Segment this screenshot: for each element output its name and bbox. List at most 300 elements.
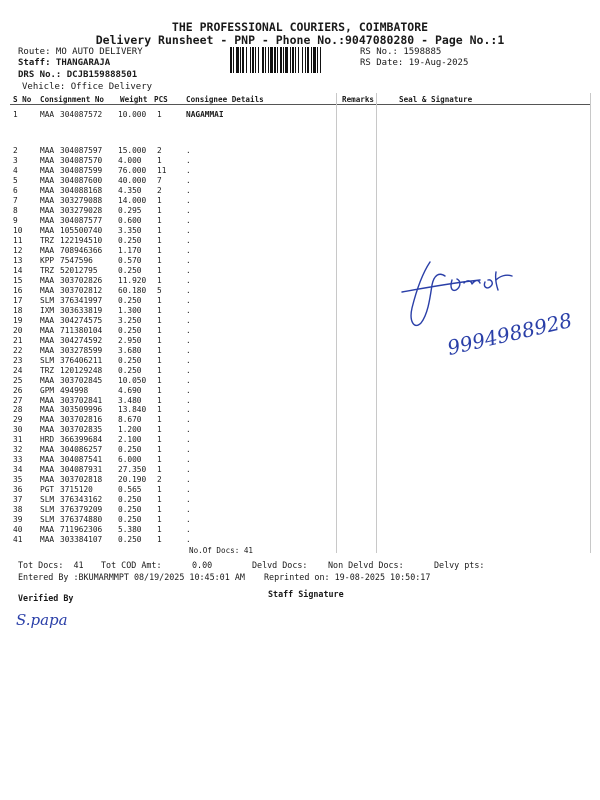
verified-by-signature: S.papa bbox=[16, 611, 68, 629]
row-consignment-no: 303278599 bbox=[60, 345, 103, 355]
row-pcs: 1 bbox=[157, 465, 162, 475]
row-prefix: MAA bbox=[40, 275, 55, 285]
row-pcs: 1 bbox=[157, 445, 162, 455]
row-pcs: 1 bbox=[157, 155, 162, 165]
row-prefix: MAA bbox=[40, 375, 55, 385]
row-prefix: MAA bbox=[40, 175, 55, 185]
row-prefix: MAA bbox=[40, 535, 55, 545]
row-consignment-no: 303633819 bbox=[60, 305, 103, 315]
row-weight: 0.250 bbox=[118, 495, 142, 505]
row-consignee: . bbox=[186, 335, 191, 345]
row-sno: 36 bbox=[13, 485, 23, 495]
barcode-bar bbox=[298, 47, 299, 73]
row-pcs: 1 bbox=[157, 345, 162, 355]
row-consignment-no: 711380104 bbox=[60, 325, 103, 335]
row-prefix: GPM bbox=[40, 385, 55, 395]
row-pcs: 1 bbox=[157, 495, 162, 505]
col-header-remarks: Remarks bbox=[342, 95, 375, 104]
row-weight: 1.200 bbox=[118, 425, 142, 435]
row-consignment-no: 303702812 bbox=[60, 285, 103, 295]
row-weight: 0.250 bbox=[118, 535, 142, 545]
row-prefix: PGT bbox=[40, 485, 55, 495]
row-weight: 4.690 bbox=[118, 385, 142, 395]
row-pcs: 1 bbox=[157, 195, 162, 205]
row-consignment-no: 7547596 bbox=[60, 255, 93, 265]
row-weight: 60.180 bbox=[118, 285, 147, 295]
row-pcs: 1 bbox=[157, 375, 162, 385]
route-label: Route: MO AUTO DELIVERY bbox=[18, 47, 143, 57]
row-consignment-no: 708946366 bbox=[60, 245, 103, 255]
row-sno: 33 bbox=[13, 455, 23, 465]
row-consignment-no: 303702818 bbox=[60, 475, 103, 485]
row-sno: 2 bbox=[13, 146, 18, 155]
row-prefix: SLM bbox=[40, 355, 55, 365]
row-prefix: MAA bbox=[40, 146, 55, 155]
row-prefix: TRZ bbox=[40, 365, 55, 375]
row-consignment-no: 304086257 bbox=[60, 445, 103, 455]
row-consignment-no: 376374880 bbox=[60, 515, 103, 525]
row-consignment-no: 52012795 bbox=[60, 265, 98, 275]
row-consignment-no: 304087600 bbox=[60, 175, 103, 185]
barcode-bar bbox=[313, 47, 316, 73]
col-header-consignee: Consignee Details bbox=[186, 95, 264, 104]
row-weight: 0.250 bbox=[118, 355, 142, 365]
row-weight: 0.250 bbox=[118, 235, 142, 245]
row-consignee: . bbox=[186, 146, 191, 155]
row-weight: 3.350 bbox=[118, 225, 142, 235]
barcode-bar bbox=[290, 47, 291, 73]
row-consignment-no: 304087597 bbox=[60, 146, 103, 155]
barcode-bar bbox=[268, 47, 269, 73]
row-sno: 29 bbox=[13, 415, 23, 425]
row-sno: 12 bbox=[13, 245, 23, 255]
barcode-bar bbox=[252, 47, 254, 73]
row-consignment-no: 304087572 bbox=[60, 110, 103, 119]
row-consignment-no: 105500740 bbox=[60, 225, 103, 235]
row-sno: 37 bbox=[13, 495, 23, 505]
row-prefix: MAA bbox=[40, 415, 55, 425]
row-weight: 0.250 bbox=[118, 365, 142, 375]
row-pcs: 1 bbox=[157, 365, 162, 375]
row-prefix: MAA bbox=[40, 465, 55, 475]
row-prefix: MAA bbox=[40, 475, 55, 485]
row-prefix: MAA bbox=[40, 155, 55, 165]
row-sno: 27 bbox=[13, 395, 23, 405]
row-consignee: . bbox=[186, 235, 191, 245]
row-consignment-no: 304274575 bbox=[60, 315, 103, 325]
row-sno: 17 bbox=[13, 295, 23, 305]
barcode-bar bbox=[311, 47, 312, 73]
staff-label: Staff: THANGARAJA bbox=[18, 58, 111, 68]
vehicle-label: Vehicle: Office Delivery bbox=[22, 82, 153, 92]
row-consignee: . bbox=[186, 525, 191, 535]
row-consignee: . bbox=[186, 405, 191, 415]
row-pcs: 11 bbox=[157, 165, 167, 175]
company-title: THE PROFESSIONAL COURIERS, COIMBATORE bbox=[171, 20, 429, 34]
row-consignee: . bbox=[186, 345, 191, 355]
row-weight: 10.050 bbox=[118, 375, 147, 385]
barcode-bar bbox=[280, 47, 282, 73]
barcode-bar bbox=[307, 47, 309, 73]
col-header-sno: S No bbox=[13, 95, 32, 104]
row-weight: 6.000 bbox=[118, 455, 142, 465]
row-consignment-no: 120129248 bbox=[60, 365, 103, 375]
row-consignee: . bbox=[186, 205, 191, 215]
row-sno: 24 bbox=[13, 365, 23, 375]
row-weight: 4.350 bbox=[118, 185, 142, 195]
row-sno: 25 bbox=[13, 375, 23, 385]
row-pcs: 1 bbox=[157, 305, 162, 315]
row-consignment-no: 304088168 bbox=[60, 185, 103, 195]
row-sno: 32 bbox=[13, 445, 23, 455]
barcode-bar bbox=[255, 47, 256, 73]
row-prefix: MAA bbox=[40, 205, 55, 215]
row-weight: 0.250 bbox=[118, 295, 142, 305]
row-consignment-no: 303509996 bbox=[60, 405, 103, 415]
column-divider-remarks bbox=[336, 93, 337, 553]
row-pcs: 1 bbox=[157, 235, 162, 245]
total-docs: Tot Docs: 41 bbox=[18, 560, 84, 570]
row-sno: 1 bbox=[13, 110, 18, 119]
row-weight: 0.295 bbox=[118, 205, 142, 215]
col-header-seal: Seal & Signature bbox=[399, 95, 473, 104]
row-consignment-no: 303702845 bbox=[60, 375, 103, 385]
row-weight: 0.250 bbox=[118, 445, 142, 455]
row-sno: 6 bbox=[13, 185, 18, 195]
row-consignment-no: 304087541 bbox=[60, 455, 103, 465]
row-consignment-no: 304087570 bbox=[60, 155, 103, 165]
row-sno: 4 bbox=[13, 165, 18, 175]
handwritten-phone-number: 9994988928 bbox=[444, 307, 575, 361]
row-pcs: 1 bbox=[157, 515, 162, 525]
barcode-bar bbox=[302, 47, 303, 73]
row-sno: 3 bbox=[13, 155, 18, 165]
barcode-bar bbox=[258, 47, 259, 73]
row-sno: 11 bbox=[13, 235, 23, 245]
entered-by: Entered By :BKUMARMMPT 08/19/2025 10:45:01 AM bbox=[18, 572, 245, 582]
col-header-pcs: PCS bbox=[154, 95, 168, 104]
row-sno: 14 bbox=[13, 265, 23, 275]
row-consignment-no: 711962306 bbox=[60, 525, 103, 535]
row-prefix: MAA bbox=[40, 395, 55, 405]
row-consignee: . bbox=[186, 465, 191, 475]
row-sno: 20 bbox=[13, 325, 23, 335]
non-delivered-docs-label: Non Delvd Docs: bbox=[328, 560, 404, 570]
row-consignment-no: 304274592 bbox=[60, 335, 103, 345]
row-prefix: MAA bbox=[40, 455, 55, 465]
row-consignee: . bbox=[186, 445, 191, 455]
row-sno: 16 bbox=[13, 285, 23, 295]
row-consignment-no: 494998 bbox=[60, 385, 89, 395]
row-weight: 20.190 bbox=[118, 475, 147, 485]
row-consignment-no: 304087931 bbox=[60, 465, 103, 475]
barcode-bar bbox=[317, 47, 318, 73]
row-pcs: 1 bbox=[157, 255, 162, 265]
row-sno: 35 bbox=[13, 475, 23, 485]
barcode-bar bbox=[305, 47, 306, 73]
row-consignee: . bbox=[186, 265, 191, 275]
row-weight: 3.250 bbox=[118, 315, 142, 325]
row-sno: 38 bbox=[13, 505, 23, 515]
row-sno: 21 bbox=[13, 335, 23, 345]
barcode-bar bbox=[246, 47, 247, 73]
total-cod-label: Tot COD Amt: bbox=[101, 560, 162, 570]
row-consignee: . bbox=[186, 365, 191, 375]
barcode-bar bbox=[242, 47, 244, 73]
row-weight: 0.250 bbox=[118, 515, 142, 525]
row-consignment-no: 303702835 bbox=[60, 425, 103, 435]
barcode-bar bbox=[270, 47, 273, 73]
row-weight: 1.300 bbox=[118, 305, 142, 315]
row-consignee: . bbox=[186, 245, 191, 255]
row-sno: 5 bbox=[13, 175, 18, 185]
row-prefix: MAA bbox=[40, 225, 55, 235]
row-pcs: 1 bbox=[157, 425, 162, 435]
row-weight: 4.000 bbox=[118, 155, 142, 165]
row-pcs: 1 bbox=[157, 355, 162, 365]
row-weight: 15.000 bbox=[118, 146, 147, 155]
row-sno: 34 bbox=[13, 465, 23, 475]
row-pcs: 1 bbox=[157, 245, 162, 255]
row-sno: 30 bbox=[13, 425, 23, 435]
row-consignee: . bbox=[186, 195, 191, 205]
runsheet-subtitle: Delivery Runsheet - PNP - Phone No.:9047080280 - Page No.:1 bbox=[95, 33, 505, 47]
drs-number: DRS No.: DCJB159888501 bbox=[18, 70, 138, 80]
row-consignee: . bbox=[186, 305, 191, 315]
row-weight: 11.920 bbox=[118, 275, 147, 285]
barcode-bar bbox=[295, 47, 296, 73]
row-sno: 28 bbox=[13, 405, 23, 415]
row-consignee: . bbox=[186, 425, 191, 435]
row-prefix: MAA bbox=[40, 445, 55, 455]
row-prefix: MAA bbox=[40, 195, 55, 205]
row-weight: 14.000 bbox=[118, 195, 147, 205]
row-weight: 13.840 bbox=[118, 405, 147, 415]
row-consignee: . bbox=[186, 295, 191, 305]
row-weight: 0.250 bbox=[118, 325, 142, 335]
row-consignee: . bbox=[186, 475, 191, 485]
row-pcs: 1 bbox=[157, 225, 162, 235]
row-consignment-no: 122194510 bbox=[60, 235, 103, 245]
row-prefix: MAA bbox=[40, 425, 55, 435]
row-sno: 40 bbox=[13, 525, 23, 535]
row-prefix: MAA bbox=[40, 325, 55, 335]
row-prefix: KPP bbox=[40, 255, 55, 265]
rs-number: RS No.: 1598885 bbox=[360, 47, 442, 57]
row-consignee: . bbox=[186, 515, 191, 525]
row-consignee: NAGAMMAI bbox=[186, 110, 224, 119]
barcode-bar bbox=[236, 47, 239, 73]
row-consignment-no: 304087577 bbox=[60, 215, 103, 225]
row-weight: 27.350 bbox=[118, 465, 147, 475]
row-sno: 8 bbox=[13, 205, 18, 215]
row-prefix: MAA bbox=[40, 215, 55, 225]
row-weight: 40.000 bbox=[118, 175, 147, 185]
row-consignee: . bbox=[186, 535, 191, 545]
reprinted-on: Reprinted on: 19-08-2025 10:50:17 bbox=[264, 572, 431, 582]
row-prefix: IXM bbox=[40, 305, 55, 315]
barcode-bar bbox=[292, 47, 294, 73]
row-sno: 15 bbox=[13, 275, 23, 285]
row-consignment-no: 376341997 bbox=[60, 295, 103, 305]
row-consignee: . bbox=[186, 285, 191, 295]
row-sno: 10 bbox=[13, 225, 23, 235]
row-pcs: 1 bbox=[157, 405, 162, 415]
row-consignment-no: 376379209 bbox=[60, 505, 103, 515]
row-consignment-no: 304087599 bbox=[60, 165, 103, 175]
total-cod-value: 0.00 bbox=[192, 560, 213, 570]
row-prefix: MAA bbox=[40, 110, 55, 119]
row-prefix: MAA bbox=[40, 165, 55, 175]
no-of-docs: No.Of Docs: 41 bbox=[189, 546, 254, 555]
row-weight: 5.380 bbox=[118, 525, 142, 535]
table-header-divider bbox=[10, 104, 590, 105]
row-prefix: MAA bbox=[40, 185, 55, 195]
row-prefix: SLM bbox=[40, 295, 55, 305]
column-divider-seal bbox=[376, 93, 377, 553]
row-consignee: . bbox=[186, 185, 191, 195]
row-weight: 0.250 bbox=[118, 505, 142, 515]
row-pcs: 1 bbox=[157, 525, 162, 535]
delivery-points-label: Delvy pts: bbox=[434, 560, 485, 570]
row-pcs: 1 bbox=[157, 315, 162, 325]
row-weight: 0.600 bbox=[118, 215, 142, 225]
barcode-image bbox=[230, 47, 355, 73]
row-prefix: MAA bbox=[40, 285, 55, 295]
row-consignee: . bbox=[186, 175, 191, 185]
row-prefix: MAA bbox=[40, 315, 55, 325]
row-pcs: 1 bbox=[157, 505, 162, 515]
row-consignee: . bbox=[186, 355, 191, 365]
row-consignment-no: 366399684 bbox=[60, 435, 103, 445]
row-prefix: TRZ bbox=[40, 235, 55, 245]
row-consignee: . bbox=[186, 455, 191, 465]
row-consignee: . bbox=[186, 165, 191, 175]
row-consignee: . bbox=[186, 215, 191, 225]
row-sno: 41 bbox=[13, 535, 23, 545]
row-consignee: . bbox=[186, 225, 191, 235]
row-consignee: . bbox=[186, 325, 191, 335]
row-prefix: SLM bbox=[40, 505, 55, 515]
row-prefix: MAA bbox=[40, 245, 55, 255]
rs-date: RS Date: 19-Aug-2025 bbox=[360, 58, 469, 68]
row-sno: 7 bbox=[13, 195, 18, 205]
row-consignment-no: 303279028 bbox=[60, 205, 103, 215]
barcode-bar bbox=[262, 47, 264, 73]
row-pcs: 1 bbox=[157, 415, 162, 425]
row-pcs: 1 bbox=[157, 265, 162, 275]
row-weight: 1.170 bbox=[118, 245, 142, 255]
row-sno: 18 bbox=[13, 305, 23, 315]
row-consignment-no: 303702826 bbox=[60, 275, 103, 285]
row-pcs: 1 bbox=[157, 295, 162, 305]
row-weight: 10.000 bbox=[118, 110, 147, 119]
row-pcs: 5 bbox=[157, 285, 162, 295]
row-weight: 3.680 bbox=[118, 345, 142, 355]
row-pcs: 7 bbox=[157, 175, 162, 185]
row-sno: 31 bbox=[13, 435, 23, 445]
row-pcs: 1 bbox=[157, 395, 162, 405]
row-sno: 9 bbox=[13, 215, 18, 225]
barcode-bar bbox=[283, 47, 284, 73]
row-prefix: TRZ bbox=[40, 265, 55, 275]
col-header-weight: Weight bbox=[120, 95, 148, 104]
row-consignee: . bbox=[186, 155, 191, 165]
barcode-bar bbox=[285, 47, 288, 73]
row-weight: 2.950 bbox=[118, 335, 142, 345]
row-sno: 23 bbox=[13, 355, 23, 365]
barcode-bar bbox=[277, 47, 278, 73]
verified-by-label: Verified By bbox=[18, 593, 74, 603]
row-prefix: SLM bbox=[40, 515, 55, 525]
row-prefix: MAA bbox=[40, 335, 55, 345]
row-consignee: . bbox=[186, 255, 191, 265]
barcode-bar bbox=[274, 47, 276, 73]
row-prefix: MAA bbox=[40, 405, 55, 415]
barcode-bar bbox=[265, 47, 266, 73]
row-prefix: MAA bbox=[40, 525, 55, 535]
row-pcs: 1 bbox=[157, 335, 162, 345]
col-header-consignment: Consignment No bbox=[40, 95, 105, 104]
column-divider-right bbox=[590, 93, 591, 553]
row-consignee: . bbox=[186, 315, 191, 325]
row-prefix: MAA bbox=[40, 345, 55, 355]
row-prefix: HRD bbox=[40, 435, 55, 445]
row-pcs: 1 bbox=[157, 325, 162, 335]
row-weight: 0.570 bbox=[118, 255, 142, 265]
delivered-docs-label: Delvd Docs: bbox=[252, 560, 308, 570]
row-sno: 19 bbox=[13, 315, 23, 325]
row-consignee: . bbox=[186, 495, 191, 505]
row-consignee: . bbox=[186, 275, 191, 285]
row-weight: 0.250 bbox=[118, 265, 142, 275]
row-consignee: . bbox=[186, 505, 191, 515]
barcode-bar bbox=[250, 47, 251, 73]
row-pcs: 1 bbox=[157, 535, 162, 545]
row-consignment-no: 303702816 bbox=[60, 415, 103, 425]
row-sno: 26 bbox=[13, 385, 23, 395]
row-pcs: 1 bbox=[157, 385, 162, 395]
row-consignee: . bbox=[186, 485, 191, 495]
row-consignee: . bbox=[186, 385, 191, 395]
row-consignment-no: 303279088 bbox=[60, 195, 103, 205]
row-consignment-no: 303384107 bbox=[60, 535, 103, 545]
row-pcs: 1 bbox=[157, 435, 162, 445]
row-prefix: SLM bbox=[40, 495, 55, 505]
row-weight: 8.670 bbox=[118, 415, 142, 425]
row-consignment-no: 3715120 bbox=[60, 485, 93, 495]
row-consignment-no: 376406211 bbox=[60, 355, 103, 365]
barcode-bar bbox=[320, 47, 321, 73]
row-pcs: 1 bbox=[157, 485, 162, 495]
row-consignee: . bbox=[186, 435, 191, 445]
row-pcs: 1 bbox=[157, 215, 162, 225]
row-consignee: . bbox=[186, 415, 191, 425]
row-consignee: . bbox=[186, 395, 191, 405]
row-weight: 2.100 bbox=[118, 435, 142, 445]
row-pcs: 1 bbox=[157, 455, 162, 465]
row-consignment-no: 376343162 bbox=[60, 495, 103, 505]
barcode-bar bbox=[230, 47, 232, 73]
barcode-bar bbox=[240, 47, 241, 73]
row-pcs: 1 bbox=[157, 275, 162, 285]
row-sno: 22 bbox=[13, 345, 23, 355]
row-sno: 39 bbox=[13, 515, 23, 525]
row-weight: 0.565 bbox=[118, 485, 142, 495]
row-weight: 3.480 bbox=[118, 395, 142, 405]
row-pcs: 1 bbox=[157, 205, 162, 215]
row-sno: 13 bbox=[13, 255, 23, 265]
